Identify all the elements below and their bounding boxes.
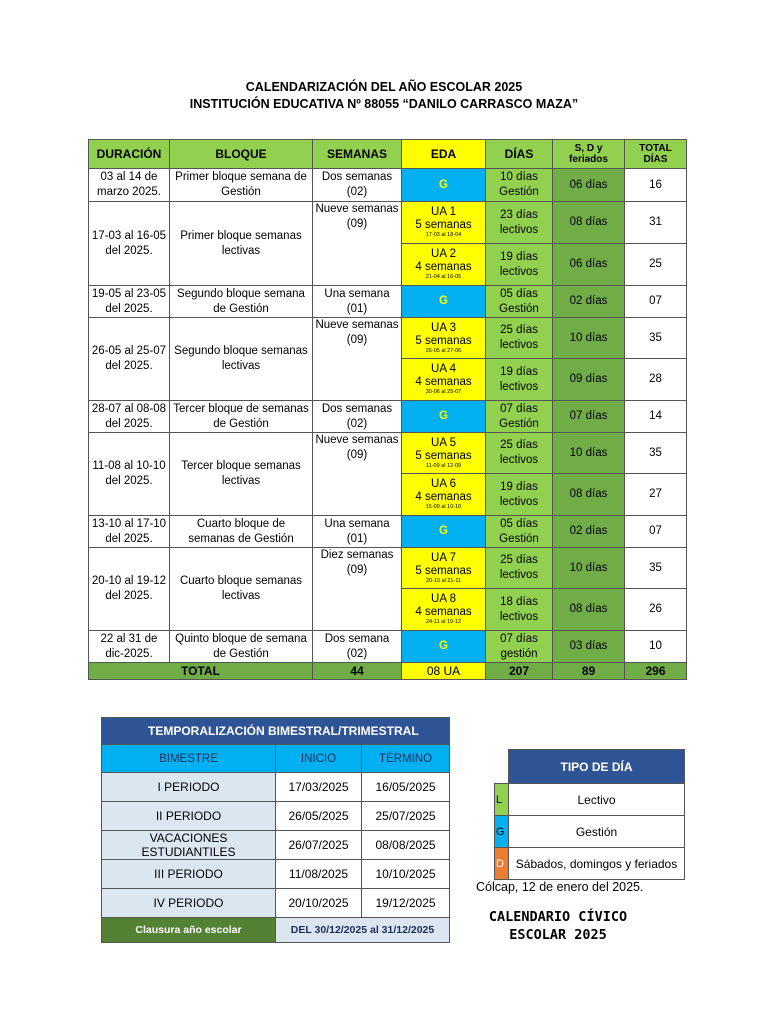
- cell-eda-ua: [402, 202, 486, 244]
- cell-semanas: Diez semanas (09): [313, 548, 402, 631]
- cell-dias: 07 días Gestión: [486, 401, 553, 433]
- ua-weeks: 4 semanas: [415, 606, 472, 618]
- ua-weeks: 5 semanas: [415, 564, 472, 577]
- cell-sdf: 08 días: [553, 202, 625, 244]
- tipo-dia-title: TIPO DE DÍA: [509, 750, 685, 784]
- legend-label: Lectivo: [509, 784, 685, 816]
- cell-semanas: Una semana (01): [313, 516, 402, 548]
- ua-range: 20-10 al 21-11: [425, 577, 462, 584]
- totals-label: TOTAL: [89, 663, 313, 680]
- periodo-inicio: 17/03/2025: [276, 773, 362, 802]
- cell-total: 35: [625, 318, 687, 359]
- cell-total: 10: [625, 631, 687, 663]
- ua-range: 21-04 al 16-05: [425, 274, 462, 280]
- cell-dias: 23 días lectivos: [486, 202, 553, 244]
- cell-eda-ua: [402, 244, 486, 286]
- ua-weeks: 5 semanas: [415, 334, 472, 347]
- calendario-civico-title: CALENDARIO CÍVICO ESCOLAR 2025: [488, 909, 628, 943]
- header-semanas: SEMANAS: [313, 140, 402, 169]
- cell-eda-ua: [402, 318, 486, 359]
- table-row: [89, 631, 687, 663]
- ua-weeks: 4 semanas: [415, 491, 472, 503]
- totals-eda: 08 UA: [402, 663, 486, 680]
- cell-total: 25: [625, 244, 687, 286]
- header-sdf: S, D y feriados: [553, 140, 625, 169]
- ua-name: UA 5: [431, 436, 456, 449]
- periodo-termino: 10/10/2025: [362, 860, 450, 889]
- temporalizacion-table: [101, 717, 450, 943]
- periodo-inicio: 20/10/2025: [276, 889, 362, 918]
- periodo-termino: 08/08/2025: [362, 831, 450, 860]
- legend-key-gestion: G: [495, 816, 509, 848]
- cell-bloque: Primer bloque semana de Gestión: [170, 169, 313, 202]
- tipo-dia-legend: [494, 749, 685, 880]
- periodo-termino: 16/05/2025: [362, 773, 450, 802]
- table-row: [102, 802, 450, 831]
- cell-bloque: Tercer bloque de semanas de Gestión: [170, 401, 313, 433]
- cell-eda-ua: [402, 548, 486, 589]
- cell-bloque: Cuarto bloque semanas lectivas: [170, 548, 313, 631]
- header-dias: DÍAS: [486, 140, 553, 169]
- legend-spacer: [495, 750, 509, 784]
- cell-semanas: Nueve semanas (09): [313, 318, 402, 401]
- table-row: [102, 831, 450, 860]
- place-date: Cólcap, 12 de enero del 2025.: [476, 880, 644, 894]
- cell-bloque: Cuarto bloque de semanas de Gestión: [170, 516, 313, 548]
- ua-name: UA 1: [431, 206, 456, 218]
- legend-label: Gestión: [509, 816, 685, 848]
- totals-row: [89, 663, 687, 680]
- cell-bloque: Primer bloque semanas lectivas: [170, 202, 313, 286]
- cell-duracion: 13-10 al 17-10 del 2025.: [89, 516, 170, 548]
- table-header-row: [89, 140, 687, 169]
- periodo-name: VACACIONES ESTUDIANTILES: [102, 831, 276, 860]
- totals-dias: 207: [486, 663, 553, 680]
- ua-weeks: 5 semanas: [415, 219, 472, 231]
- cell-sdf: 06 días: [553, 169, 625, 202]
- cell-sdf: 07 días: [553, 401, 625, 433]
- cell-dias: 18 días lectivos: [486, 589, 553, 631]
- ua-weeks: 4 semanas: [415, 376, 472, 388]
- table-row: [89, 318, 687, 359]
- cell-total: 31: [625, 202, 687, 244]
- cell-total: 35: [625, 433, 687, 474]
- periodo-name: II PERIODO: [102, 802, 276, 831]
- table-row: [89, 169, 687, 202]
- cell-sdf: 03 días: [553, 631, 625, 663]
- cell-eda-gestion: G: [402, 516, 486, 548]
- ua-name: UA 3: [431, 321, 456, 334]
- cell-sdf: 06 días: [553, 244, 625, 286]
- legend-item: [495, 816, 685, 848]
- ua-range: 30-06 al 25-07: [425, 389, 462, 395]
- legend-key-feriados: D: [495, 848, 509, 880]
- temporalizacion-header-row: [102, 745, 450, 773]
- ua-name: UA 2: [431, 248, 456, 260]
- clausura-row: [102, 918, 450, 943]
- cell-total: 28: [625, 359, 687, 401]
- ua-name: UA 8: [431, 593, 456, 605]
- cell-dias: 25 días lectivos: [486, 548, 553, 589]
- header-total: TOTAL DÍAS: [625, 140, 687, 169]
- cell-dias: 25 días lectivos: [486, 433, 553, 474]
- cell-dias: 19 días lectivos: [486, 244, 553, 286]
- legend-key-lectivo: L: [495, 784, 509, 816]
- periodo-name: III PERIODO: [102, 860, 276, 889]
- cell-duracion: 22 al 31 de dic-2025.: [89, 631, 170, 663]
- table-row: [89, 433, 687, 474]
- cell-eda-gestion: G: [402, 286, 486, 318]
- periodo-termino: 19/12/2025: [362, 889, 450, 918]
- ua-weeks: 5 semanas: [415, 449, 472, 462]
- ua-range: 11-09 al 12-09: [425, 462, 462, 469]
- cell-duracion: 28-07 al 08-08 del 2025.: [89, 401, 170, 433]
- cell-sdf: 09 días: [553, 359, 625, 401]
- temporalizacion-title: TEMPORALIZACIÓN BIMESTRAL/TRIMESTRAL: [102, 718, 450, 745]
- ua-weeks: 4 semanas: [415, 261, 472, 273]
- cell-dias: 10 días Gestión: [486, 169, 553, 202]
- header-eda: EDA: [402, 140, 486, 169]
- cell-eda-gestion: G: [402, 631, 486, 663]
- periodo-inicio: 26/07/2025: [276, 831, 362, 860]
- cell-semanas: Una semana (01): [313, 286, 402, 318]
- cell-dias: 05 días Gestión: [486, 286, 553, 318]
- cell-sdf: 10 días: [553, 433, 625, 474]
- table-row: [89, 401, 687, 433]
- legend-item: [495, 848, 685, 880]
- cell-dias: 07 días gestión: [486, 631, 553, 663]
- cell-duracion: 11-08 al 10-10 del 2025.: [89, 433, 170, 516]
- ua-range: 26-05 al 27-06: [425, 347, 462, 354]
- clausura-value: DEL 30/12/2025 al 31/12/2025: [276, 918, 450, 943]
- cell-sdf: 08 días: [553, 589, 625, 631]
- cell-semanas: Dos semanas (02): [313, 401, 402, 433]
- cell-dias: 25 días lectivos: [486, 318, 553, 359]
- header-duracion: DURACIÓN: [89, 140, 170, 169]
- periodo-name: IV PERIODO: [102, 889, 276, 918]
- ua-range: 24-11 al 19-12: [425, 619, 462, 625]
- document-title: CALENDARIZACIÓN DEL AÑO ESCOLAR 2025: [245, 80, 523, 94]
- cell-bloque: Quinto bloque de semana de Gestión: [170, 631, 313, 663]
- ua-name: UA 6: [431, 478, 456, 490]
- cell-eda-ua: [402, 359, 486, 401]
- cell-total: 16: [625, 169, 687, 202]
- header-inicio: INICIO: [276, 745, 362, 773]
- totals-semanas: 44: [313, 663, 402, 680]
- periodo-inicio: 26/05/2025: [276, 802, 362, 831]
- cell-duracion: 19-05 al 23-05 del 2025.: [89, 286, 170, 318]
- table-row: [89, 548, 687, 589]
- cell-bloque: Segundo bloque semana de Gestión: [170, 286, 313, 318]
- ua-range: 15-09 al 10-10: [425, 504, 462, 510]
- cell-bloque: Tercer bloque semanas lectivas: [170, 433, 313, 516]
- cell-eda-ua: [402, 589, 486, 631]
- calendar-table: [88, 139, 687, 680]
- table-row: [89, 516, 687, 548]
- totals-total: 296: [625, 663, 687, 680]
- header-bloque: BLOQUE: [170, 140, 313, 169]
- cell-eda-gestion: G: [402, 401, 486, 433]
- table-row: [102, 773, 450, 802]
- table-row: [89, 286, 687, 318]
- table-row: [102, 860, 450, 889]
- cell-total: 27: [625, 474, 687, 516]
- periodo-name: I PERIODO: [102, 773, 276, 802]
- legend-item: [495, 784, 685, 816]
- cell-sdf: 10 días: [553, 318, 625, 359]
- totals-sdf: 89: [553, 663, 625, 680]
- cell-eda-gestion: G: [402, 169, 486, 202]
- table-row: [89, 202, 687, 244]
- cell-total: 35: [625, 548, 687, 589]
- cell-total: 07: [625, 516, 687, 548]
- cell-total: 26: [625, 589, 687, 631]
- cell-sdf: 02 días: [553, 286, 625, 318]
- cell-duracion: 20-10 al 19-12 del 2025.: [89, 548, 170, 631]
- cell-semanas: Dos semana (02): [313, 631, 402, 663]
- ua-range: 17-03 al 18-04: [425, 232, 462, 238]
- legend-label: Sábados, domingos y feriados: [509, 848, 685, 880]
- periodo-termino: 25/07/2025: [362, 802, 450, 831]
- cell-total: 07: [625, 286, 687, 318]
- cell-duracion: 03 al 14 de marzo 2025.: [89, 169, 170, 202]
- cell-duracion: 17-03 al 16-05 del 2025.: [89, 202, 170, 286]
- ua-name: UA 4: [431, 363, 456, 375]
- cell-dias: 19 días lectivos: [486, 359, 553, 401]
- cell-duracion: 26-05 al 25-07 del 2025.: [89, 318, 170, 401]
- cell-semanas: Nueve semanas (09): [313, 202, 402, 286]
- cell-total: 14: [625, 401, 687, 433]
- header-termino: TÉRMINO: [362, 745, 450, 773]
- ua-name: UA 7: [431, 551, 456, 564]
- institution-name: INSTITUCIÓN EDUCATIVA Nº 88055 “DANILO CARRASCO MAZA”: [189, 97, 579, 111]
- cell-dias: 05 días Gestión: [486, 516, 553, 548]
- cell-dias: 19 días lectivos: [486, 474, 553, 516]
- cell-semanas: Nueve semanas (09): [313, 433, 402, 516]
- cell-eda-ua: [402, 474, 486, 516]
- cell-eda-ua: [402, 433, 486, 474]
- periodo-inicio: 11/08/2025: [276, 860, 362, 889]
- cell-sdf: 02 días: [553, 516, 625, 548]
- header-bimestre: BIMESTRE: [102, 745, 276, 773]
- cell-sdf: 08 días: [553, 474, 625, 516]
- cell-semanas: Dos semanas (02): [313, 169, 402, 202]
- cell-sdf: 10 días: [553, 548, 625, 589]
- cell-bloque: Segundo bloque semanas lectivas: [170, 318, 313, 401]
- table-row: [102, 889, 450, 918]
- clausura-label: Clausura año escolar: [102, 918, 276, 943]
